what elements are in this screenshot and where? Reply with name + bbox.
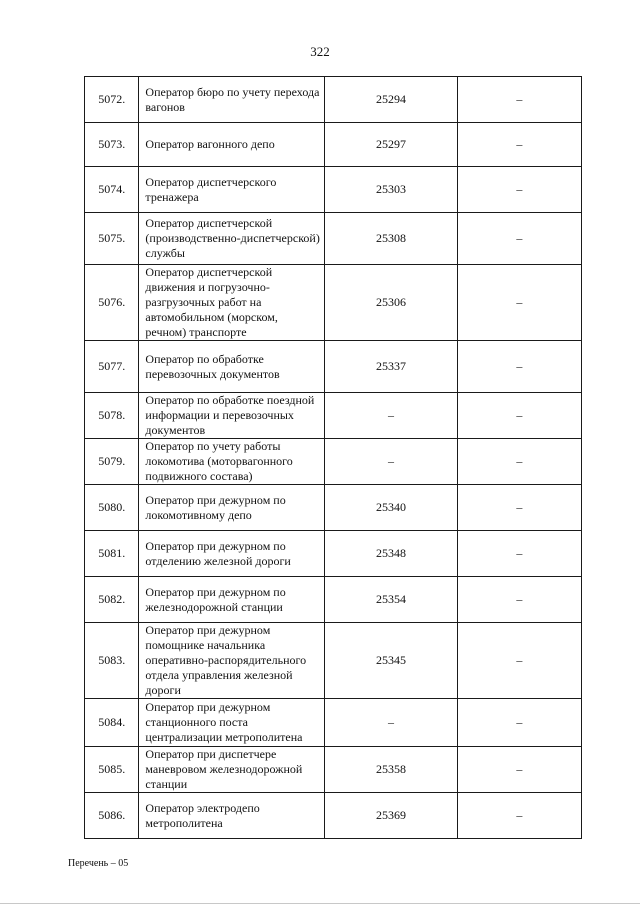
table-row [85,77,582,123]
table-row [85,439,582,485]
extra-code-cell: – [457,77,581,123]
row-number-cell: 5072. [85,77,139,123]
occupation-code-cell: 25369 [325,793,457,839]
occupation-name-cell: Оператор при дежурном помощнике начальника оперативно-распорядительного отдела управления железной дороги [139,623,325,699]
occupation-code-cell: 25306 [325,265,457,341]
occupation-code-cell: 25308 [325,213,457,265]
row-number-cell: 5084. [85,699,139,747]
extra-code-cell: – [457,167,581,213]
row-number-cell: 5075. [85,213,139,265]
row-number-cell: 5076. [85,265,139,341]
extra-code-cell: – [457,393,581,439]
extra-code-cell: – [457,213,581,265]
row-number-cell: 5080. [85,485,139,531]
extra-code-cell: – [457,439,581,485]
occupation-code-cell: 25345 [325,623,457,699]
table-row [85,747,582,793]
row-number-cell: 5082. [85,577,139,623]
table-row [85,623,582,699]
occupation-name-cell: Оператор по обработке перевозочных документов [139,341,325,393]
row-number-cell: 5081. [85,531,139,577]
row-number-cell: 5077. [85,341,139,393]
occupation-name-cell: Оператор при дежурном по железнодорожной станции [139,577,325,623]
row-number-cell: 5074. [85,167,139,213]
occupation-code-cell: 25354 [325,577,457,623]
row-number-cell: 5086. [85,793,139,839]
occupation-name-cell: Оператор по обработке поездной информации и перевозочных документов [139,393,325,439]
extra-code-cell: – [457,699,581,747]
occupation-code-cell: 25337 [325,341,457,393]
occupation-name-cell: Оператор диспетчерской движения и погрузочно-разгрузочных работ на автомобильном (морском, речном) транспорте [139,265,325,341]
occupation-code-cell: 25303 [325,167,457,213]
row-number-cell: 5083. [85,623,139,699]
table-row [85,213,582,265]
occupation-code-cell: 25297 [325,123,457,167]
occupation-name-cell: Оператор электродепо метрополитена [139,793,325,839]
extra-code-cell: – [457,531,581,577]
table-row [85,699,582,747]
footer-label: Перечень – 05 [68,858,129,869]
occupation-code-cell: – [325,439,457,485]
occupation-code-cell: 25294 [325,77,457,123]
table-row [85,265,582,341]
extra-code-cell: – [457,265,581,341]
extra-code-cell: – [457,485,581,531]
occupation-name-cell: Оператор по учету работы локомотива (моторвагонного подвижного состава) [139,439,325,485]
table-row [85,341,582,393]
page-number: 322 [310,44,330,59]
extra-code-cell: – [457,123,581,167]
occupation-code-cell: 25340 [325,485,457,531]
extra-code-cell: – [457,577,581,623]
row-number-cell: 5085. [85,747,139,793]
occupation-name-cell: Оператор при диспетчере маневровом железнодорожной станции [139,747,325,793]
occupation-code-cell: – [325,699,457,747]
row-number-cell: 5073. [85,123,139,167]
occupation-name-cell: Оператор при дежурном станционного поста централизации метрополитена [139,699,325,747]
occupation-name-cell: Оператор при дежурном по отделению железной дороги [139,531,325,577]
occupation-code-cell: 25358 [325,747,457,793]
occupation-code-cell: 25348 [325,531,457,577]
occupation-name-cell: Оператор диспетчерской (производственно-диспетчерской) службы [139,213,325,265]
table-row [85,393,582,439]
extra-code-cell: – [457,623,581,699]
row-number-cell: 5078. [85,393,139,439]
occupation-name-cell: Оператор бюро по учету перехода вагонов [139,77,325,123]
extra-code-cell: – [457,341,581,393]
table-row [85,167,582,213]
table-row [85,577,582,623]
extra-code-cell: – [457,793,581,839]
table-row [85,123,582,167]
bottom-edge-line [0,903,640,904]
occupation-code-cell: – [325,393,457,439]
table-row [85,485,582,531]
table-row [85,531,582,577]
table-row [85,793,582,839]
extra-code-cell: – [457,747,581,793]
occupation-name-cell: Оператор при дежурном по локомотивному депо [139,485,325,531]
table-body [85,77,582,839]
occupation-name-cell: Оператор вагонного депо [139,123,325,167]
occupation-name-cell: Оператор диспетчерского тренажера [139,167,325,213]
occupation-table [84,76,582,839]
row-number-cell: 5079. [85,439,139,485]
